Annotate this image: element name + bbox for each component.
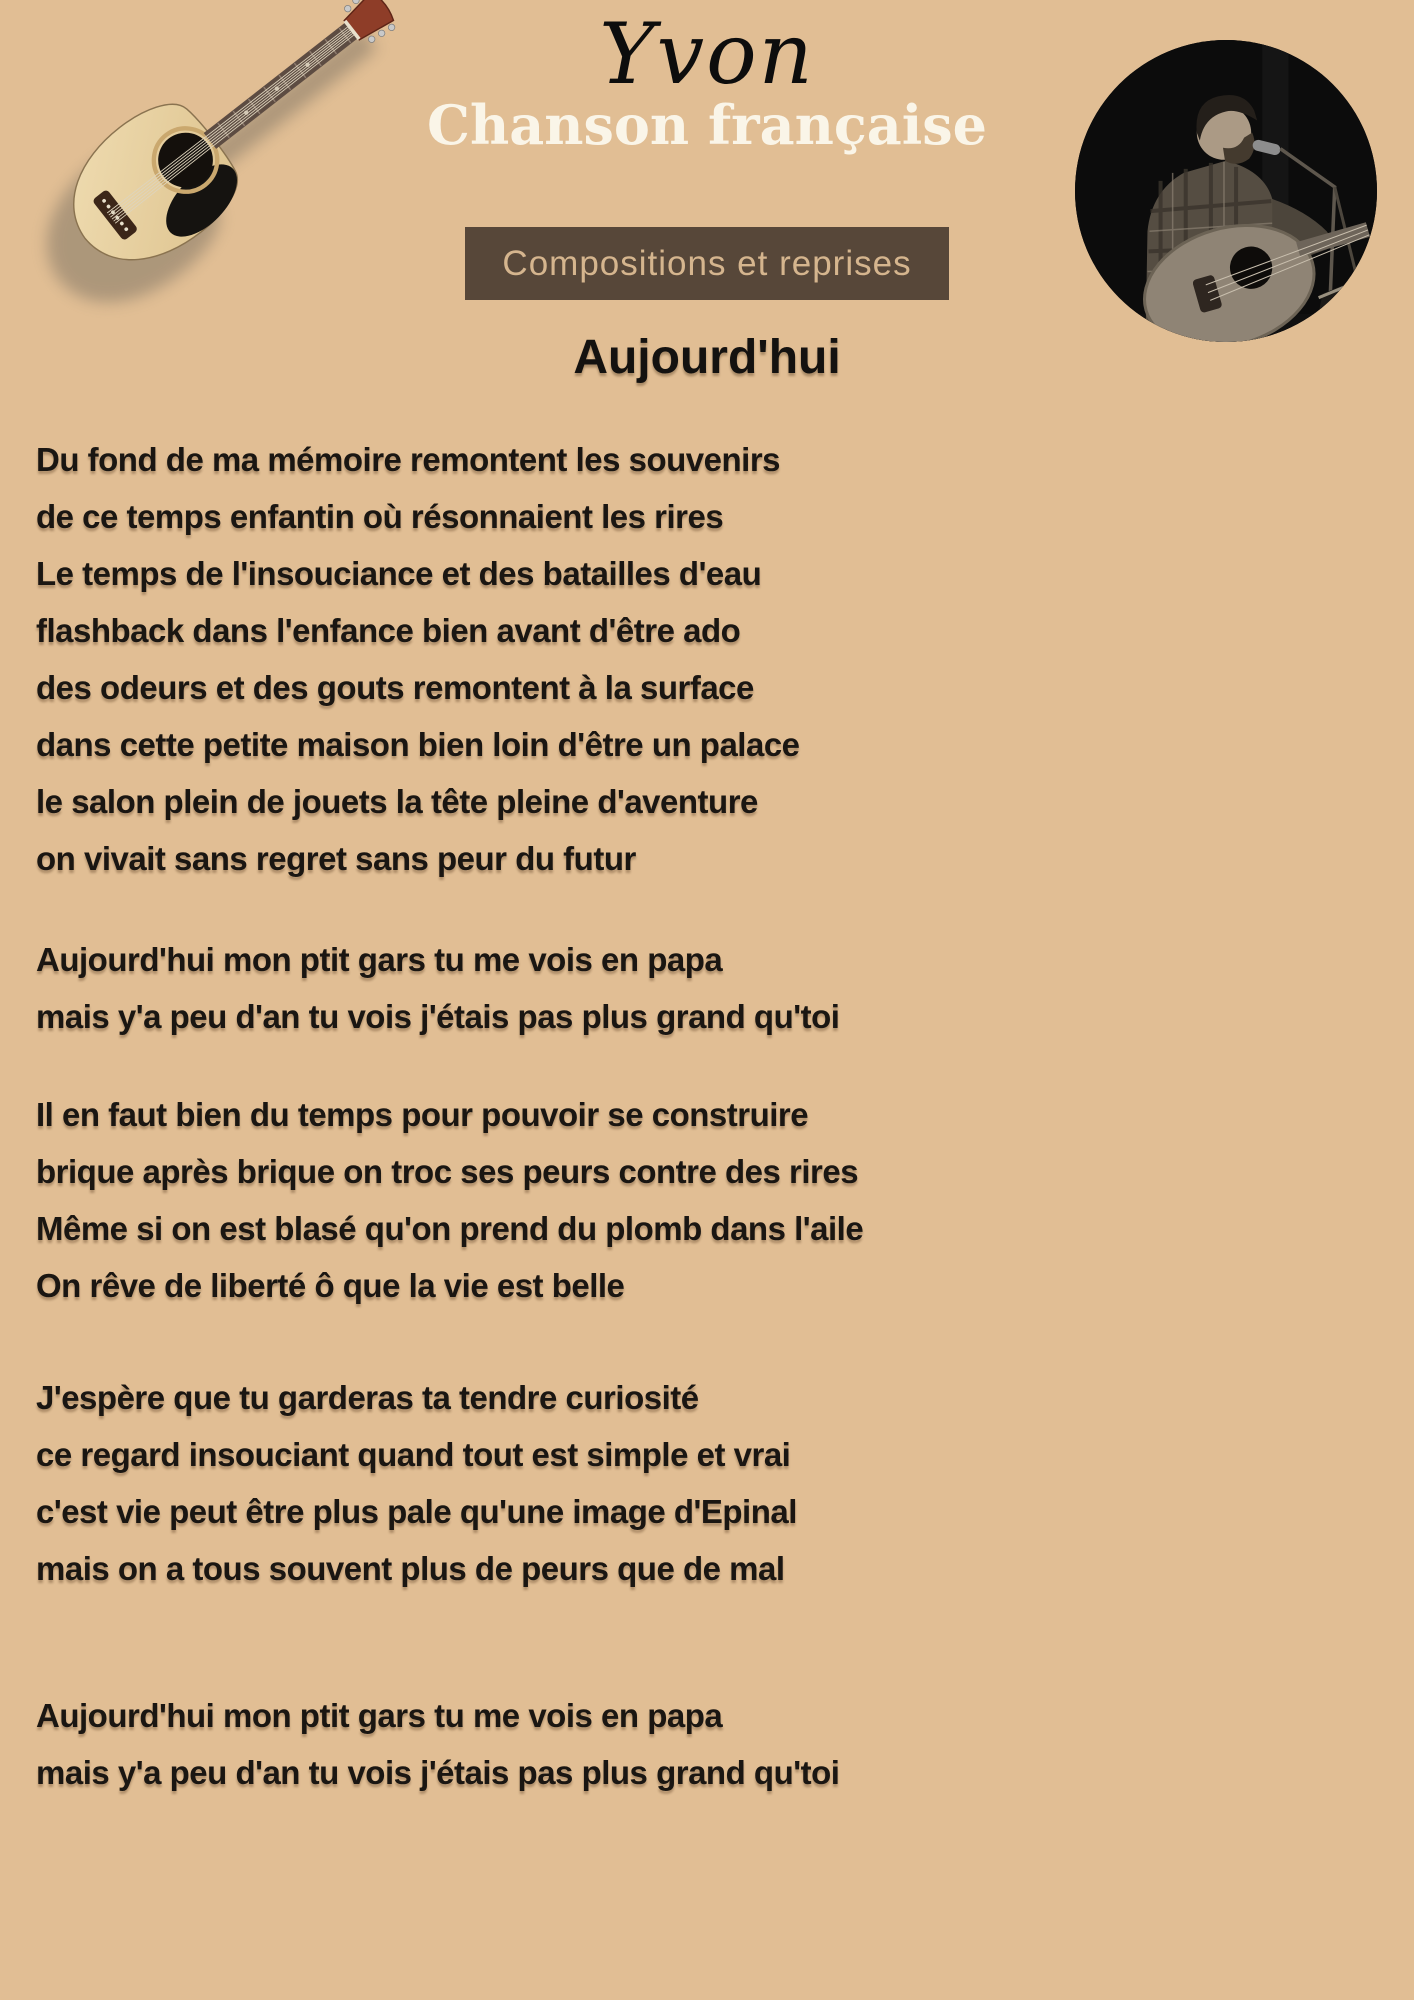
lyric-line: Aujourd'hui mon ptit gars tu me vois en papa [36,1697,723,1734]
lyric-line: des odeurs et des gouts remontent à la surface [36,669,754,706]
stanza [36,931,1376,1045]
stanza [36,1086,1376,1314]
lyric-line: Il en faut bien du temps pour pouvoir se construire [36,1096,809,1133]
banner-label: Compositions et reprises [502,243,912,283]
lyric-line: J'espère que tu garderas ta tendre curiosité [36,1379,699,1416]
stanza [36,1369,1376,1597]
lyric-line: mais on a tous souvent plus de peurs que de mal [36,1550,785,1587]
performer-photo-graphic [1075,40,1377,342]
lyric-line: Même si on est blasé qu'on prend du plomb dans l'aile [36,1210,864,1247]
stanza [36,431,1376,887]
lyric-line: On rêve de liberté ô que la vie est belle [36,1267,625,1304]
lyric-line: brique après brique on troc ses peurs contre des rires [36,1153,859,1190]
lyric-line: Du fond de ma mémoire remontent les souvenirs [36,441,781,478]
performer-photo [1075,40,1377,342]
lyric-line: flashback dans l'enfance bien avant d'être ado [36,612,741,649]
lyric-line: mais y'a peu d'an tu vois j'étais pas plus grand qu'toi [36,1754,840,1791]
lyric-line: ce regard insouciant quand tout est simple et vrai [36,1436,791,1473]
lyrics-block [36,431,1376,1801]
lyric-line: de ce temps enfantin où résonnaient les rires [36,498,724,535]
lyric-line: Aujourd'hui mon ptit gars tu me vois en papa [36,941,723,978]
stanza [36,1687,1376,1801]
lyric-line: on vivait sans regret sans peur du futur [36,840,636,877]
song-title: Aujourd'hui [573,331,841,384]
lyric-line: mais y'a peu d'an tu vois j'étais pas plus grand qu'toi [36,998,840,1035]
lyric-line: Le temps de l'insouciance et des batailles d'eau [36,555,762,592]
artist-name: Yvon [599,5,815,103]
lyric-line: le salon plein de jouets la tête pleine d'aventure [36,783,758,820]
lyric-line: c'est vie peut être plus pale qu'une image d'Epinal [36,1493,797,1530]
subtitle: Chanson française [426,93,988,157]
banner [465,227,949,300]
lyric-line: dans cette petite maison bien loin d'être un palace [36,726,800,763]
